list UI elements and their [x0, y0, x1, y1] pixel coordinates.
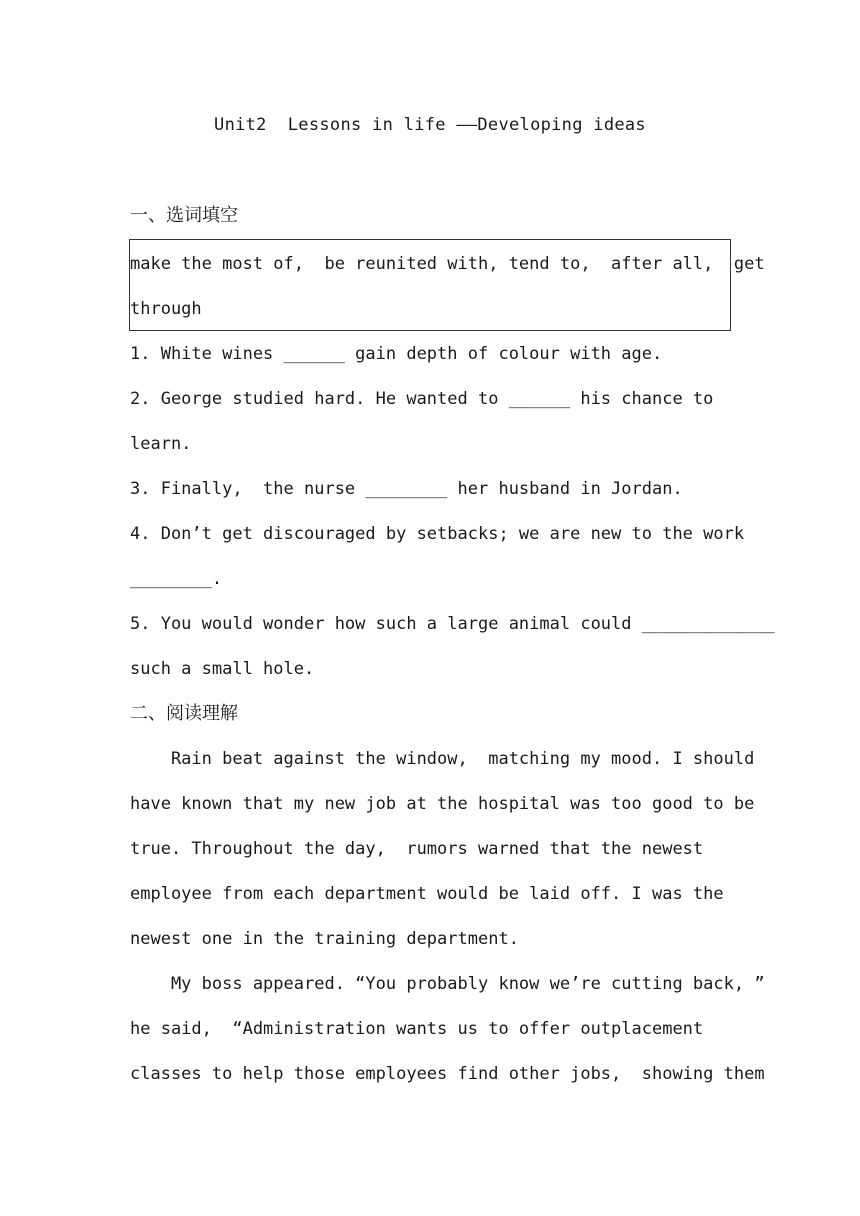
passage-line: he said, “Administration wants us to offer outplacement [130, 1019, 704, 1039]
word-bank-line-2: through [130, 299, 202, 319]
passage-line: classes to help those employees find other jobs, showing them [130, 1064, 765, 1084]
question-4: 4. Don’t get discouraged by setbacks; we are new to the work [130, 524, 745, 544]
question-3: 3. Finally, the nurse ________ her husband in Jordan. [130, 479, 683, 499]
section-heading-reading: 二、阅读理解 [130, 703, 238, 724]
word-bank-box [129, 239, 765, 331]
passage-line: have known that my new job at the hospital was too good to be [130, 794, 755, 814]
passage-line: newest one in the training department. [130, 929, 519, 949]
question-1: 1. White wines ______ gain depth of colour with age. [130, 344, 663, 364]
word-bank-line-1: make the most of, be reunited with, tend to, after all, get [130, 254, 765, 274]
passage-line: Rain beat against the window, matching my mood. I should [130, 749, 755, 769]
section-heading-vocabulary: 一、选词填空 [130, 205, 238, 226]
question-2-continued: learn. [130, 434, 192, 454]
passage-line: employee from each department would be laid off. I was the [130, 884, 724, 904]
question-5-continued: such a small hole. [130, 659, 315, 679]
question-2: 2. George studied hard. He wanted to ______ his chance to [130, 389, 714, 409]
document-title: Unit2 Lessons in life ——Developing ideas [214, 115, 646, 135]
passage-line: My boss appeared. “You probably know we’re cutting back, ” [130, 974, 765, 994]
passage-line: true. Throughout the day, rumors warned that the newest [130, 839, 704, 859]
question-5: 5. You would wonder how such a large animal could _____________ [130, 614, 775, 634]
question-4-continued: ________. [130, 569, 223, 589]
